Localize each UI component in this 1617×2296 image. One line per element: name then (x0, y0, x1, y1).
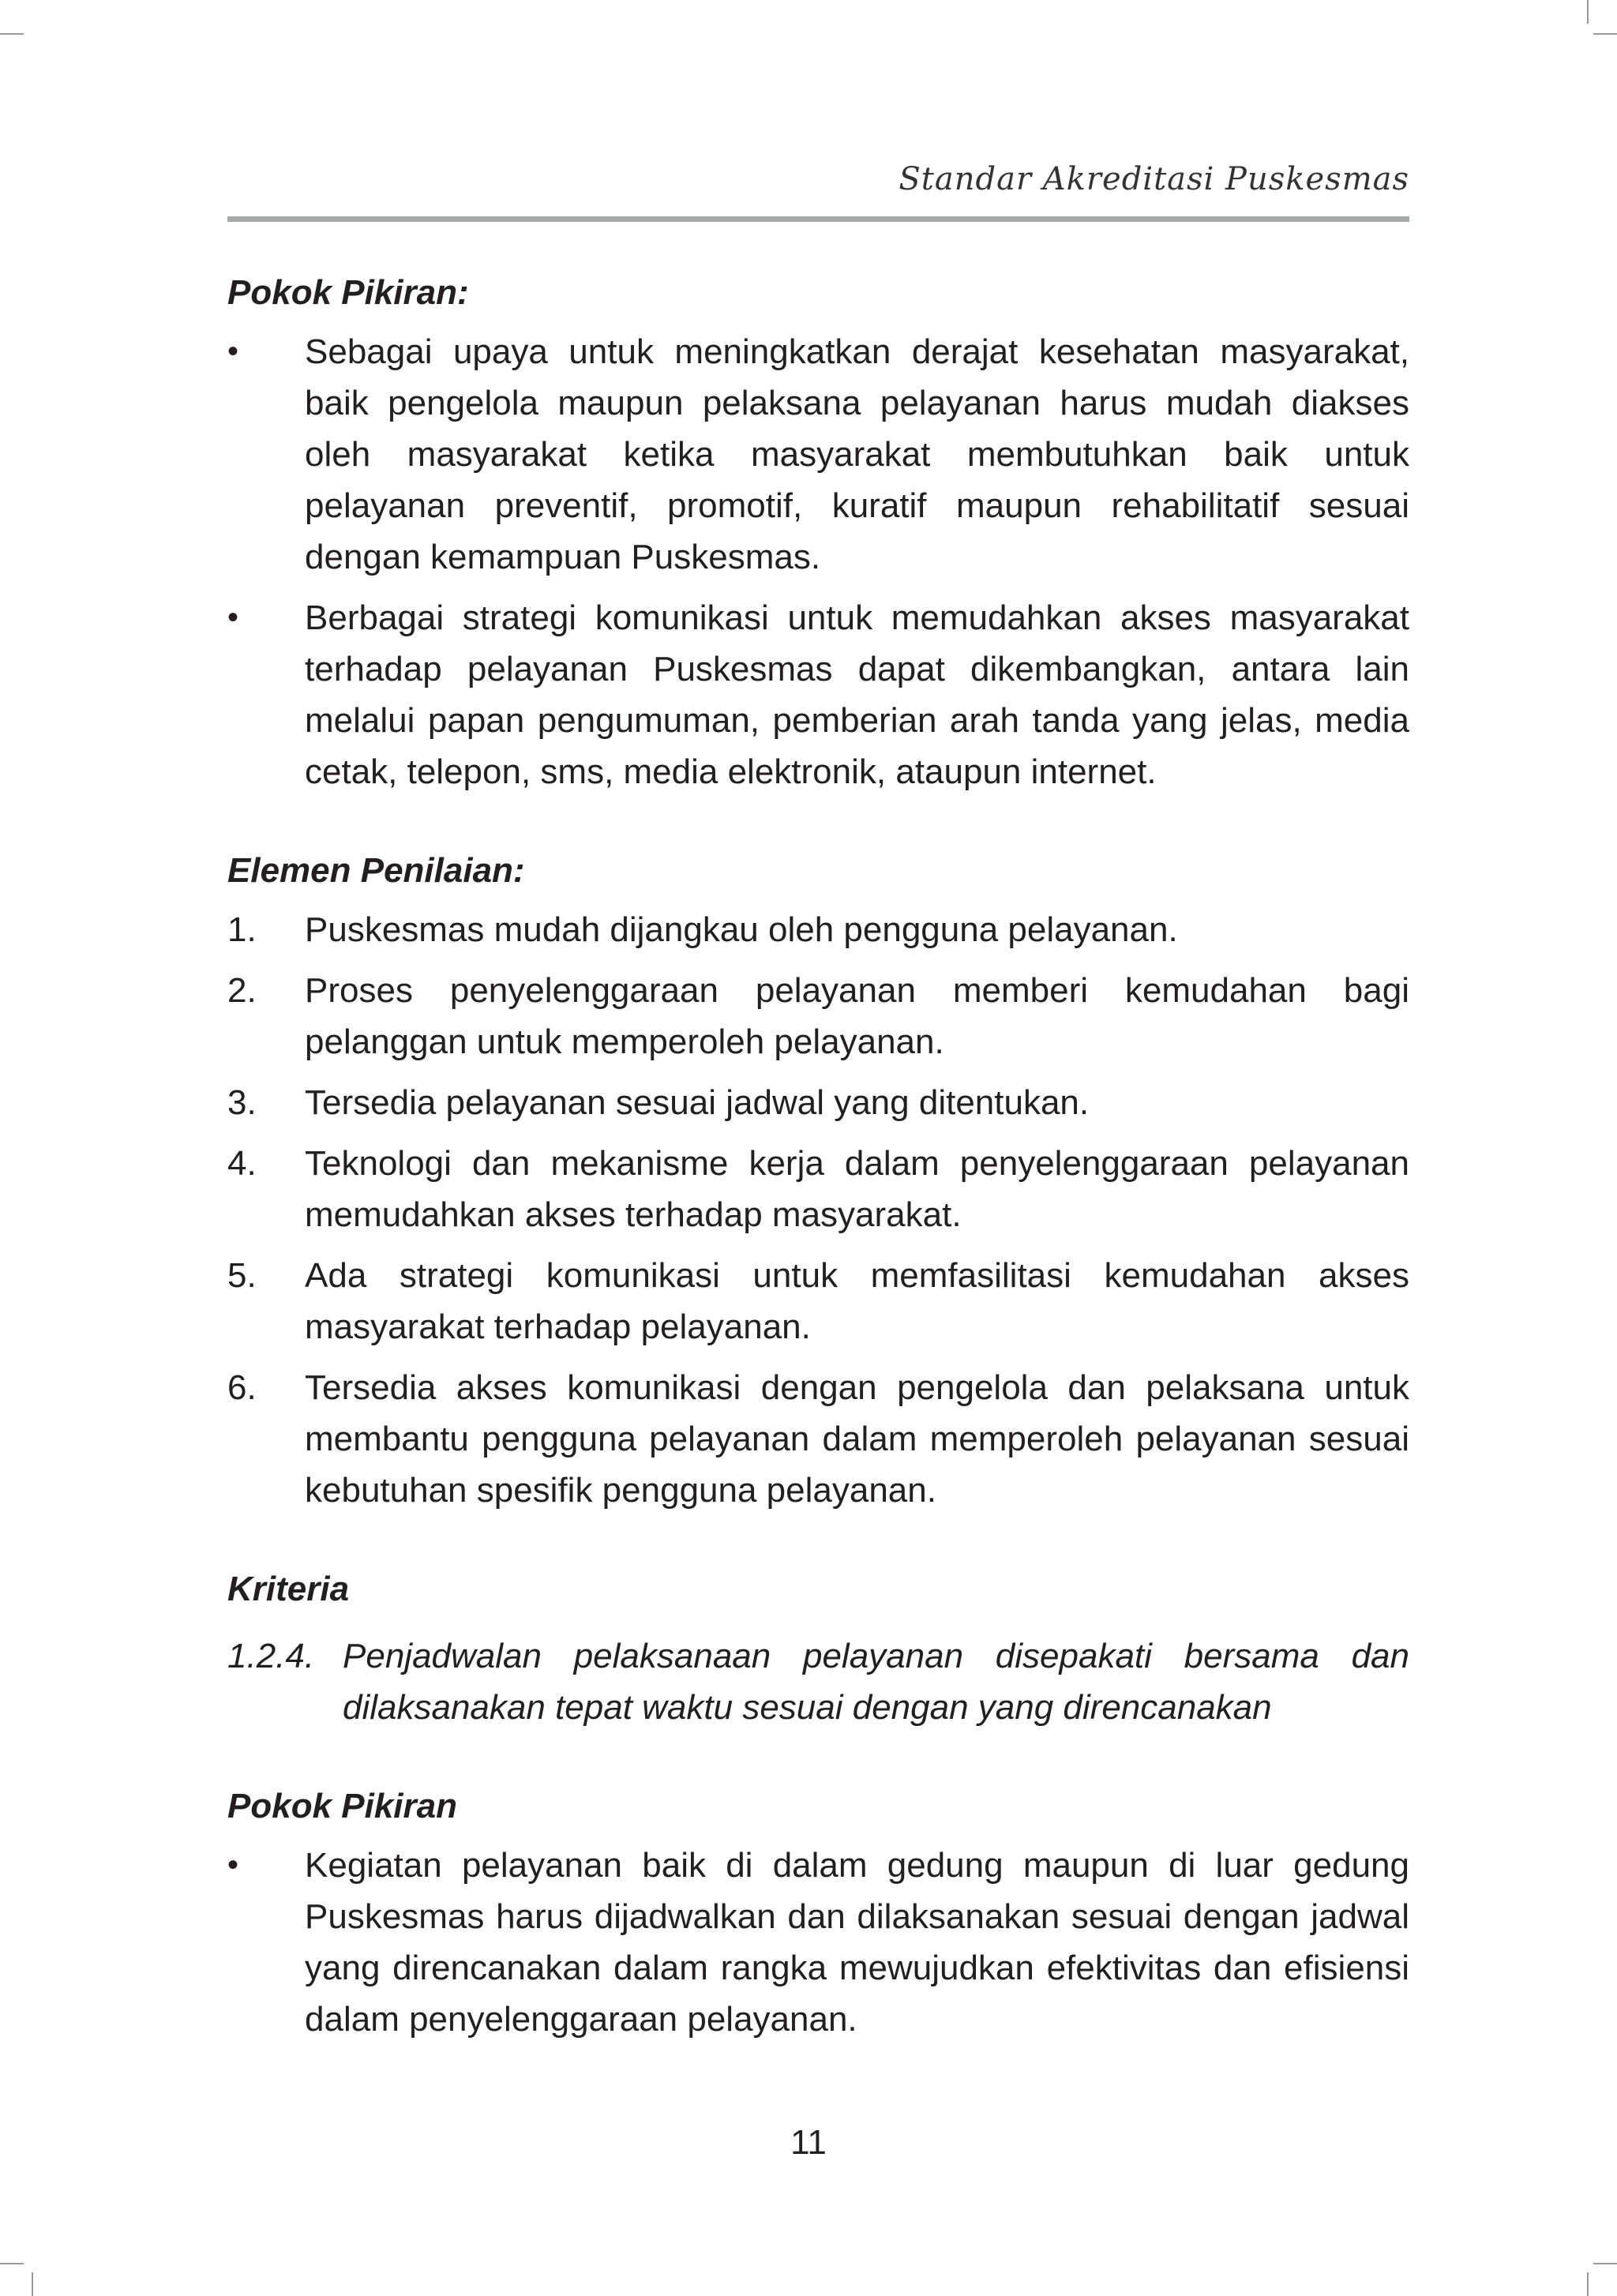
crop-mark-bottom-right-h (1593, 2263, 1617, 2264)
item-number: 1. (227, 910, 257, 949)
crop-mark-bottom-left-v (32, 2272, 33, 2296)
bullet-list (227, 326, 1409, 797)
section-pokok-pikiran-1 (227, 267, 1409, 797)
bullet-text: Kegiatan pelayanan baik di dalam gedung maupun di luar gedung Puskesmas harus dijadwalkan dan dilaksanakan sesuai dengan jadwal yang direncanakan dalam rangka mewujudkan efektivitas dan efisiensi dalam penyelenggaraan pelayanan. (305, 1846, 1409, 2039)
item-text: Tersedia pelayanan sesuai jadwal yang ditentukan. (305, 1083, 1090, 1122)
item-number: 4. (227, 1144, 257, 1183)
numbered-item (227, 904, 1409, 955)
section-elemen-penilaian (227, 845, 1409, 1516)
item-number: 3. (227, 1083, 257, 1122)
running-header-title: Standar Akreditasi Puskesmas (899, 161, 1409, 197)
section-heading: Kriteria (227, 1570, 350, 1608)
crop-mark-top-right-v (1587, 0, 1589, 24)
crop-mark-bottom-left-h (0, 2263, 24, 2264)
item-number: 2. (227, 971, 257, 1010)
item-text: Puskesmas mudah dijangkau oleh pengguna pelayanan. (305, 910, 1178, 949)
item-text: Teknologi dan mekanisme kerja dalam penyelenggaraan pelayanan memudahkan akses terhadap masyarakat. (305, 1144, 1409, 1234)
crop-mark-top-right-h (1593, 33, 1617, 35)
page-content (227, 267, 1409, 2054)
crop-mark-top-left-h (0, 33, 24, 35)
bullet-marker: • (227, 334, 239, 369)
item-number: 6. (227, 1368, 257, 1407)
bullet-item (227, 592, 1409, 797)
item-text: Ada strategi komunikasi untuk memfasilitasi kemudahan akses masyarakat terhadap pelayanan. (305, 1256, 1409, 1346)
item-number: 5. (227, 1256, 257, 1295)
numbered-item (227, 1362, 1409, 1516)
section-kriteria (227, 1563, 1409, 1733)
bullet-item (227, 326, 1409, 583)
criterion-number: 1.2.4. (227, 1637, 315, 1675)
item-text: Tersedia akses komunikasi dengan pengelola dan pelaksana untuk membantu pengguna pelayanan dalam memperoleh pelayanan sesuai kebutuhan spesifik pengguna pelayanan. (305, 1368, 1409, 1510)
section-heading: Elemen Penilaian: (227, 851, 525, 890)
header-rule (227, 216, 1409, 222)
bullet-text: Sebagai upaya untuk meningkatkan derajat kesehatan masyarakat, baik pengelola maupun pelaksana pelayanan harus mudah diakses oleh masyarakat ketika masyarakat membutuhkan baik untuk pelayanan preventif, promotif, kuratif maupun rehabilitatif sesuai dengan kemampuan Puskesmas. (305, 332, 1409, 576)
numbered-item (227, 1077, 1409, 1128)
bullet-list (227, 1840, 1409, 2045)
section-heading: Pokok Pikiran (227, 1787, 458, 1825)
section-heading: Pokok Pikiran: (227, 273, 469, 312)
numbered-list (227, 904, 1409, 1516)
numbered-item (227, 965, 1409, 1067)
crop-mark-bottom-right-v (1587, 2272, 1589, 2296)
bullet-marker: • (227, 1848, 239, 1882)
section-pokok-pikiran-2 (227, 1780, 1409, 2045)
bullet-item (227, 1840, 1409, 2045)
criterion (227, 1630, 1409, 1733)
numbered-item (227, 1250, 1409, 1352)
criterion-text: Penjadwalan pelaksanaan pelayanan disepakati bersama dan dilaksanakan tepat waktu sesuai dengan yang direncanakan (343, 1637, 1409, 1727)
bullet-text: Berbagai strategi komunikasi untuk memudahkan akses masyarakat terhadap pelayanan Puskesmas dapat dikembangkan, antara lain melalui papan pengumuman, pemberian arah tanda yang jelas, media cetak, telepon, sms, media elektronik, ataupun internet. (305, 598, 1409, 791)
bullet-marker: • (227, 600, 239, 635)
numbered-item (227, 1138, 1409, 1240)
item-text: Proses penyelenggaraan pelayanan memberi kemudahan bagi pelanggan untuk memperoleh pelayanan. (305, 971, 1409, 1061)
page-number: 11 (790, 2123, 827, 2162)
